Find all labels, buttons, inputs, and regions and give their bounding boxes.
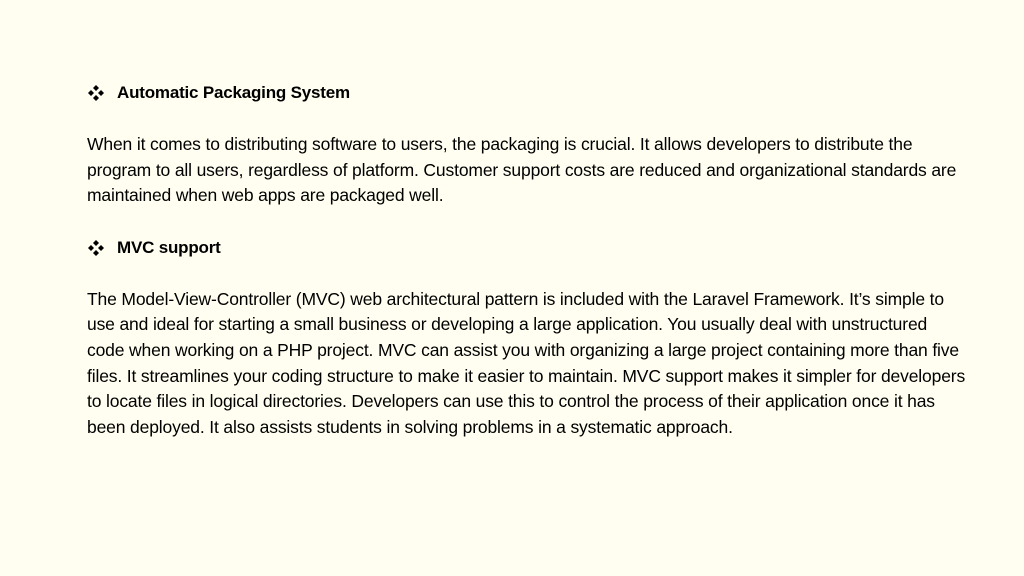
section-heading-text: MVC support [117,237,221,257]
diamond-bullet-icon [87,239,105,257]
diamond-bullet-icon [87,84,105,102]
section-body-packaging: When it comes to distributing software to users, the packaging is crucial. It allows developers to distribute the program to all users, regardless of platform. Customer support costs are reduced and organizational standards are maintained when web apps are packaged well. [87,134,957,206]
section-heading-packaging [87,80,967,106]
section-body-mvc: The Model-View-Controller (MVC) web architectural pattern is included with the Laravel Framework. It’s simple to use and ideal for starting a small business or developing a large application. You usually deal with unstructured code when working on a PHP project. MVC can assist you with organizing a large project containing more than five files. It streamlines your coding structure to make it easier to maintain. MVC support makes it simpler for developers to locate files in logical directories. Developers can use this to control the process of their application once it has been deployed. It also assists students in solving problems in a systematic approach. [87,288,966,437]
section-heading-text: Automatic Packaging System [117,83,350,102]
section-heading-mvc [87,235,967,261]
slide-content [87,80,967,440]
